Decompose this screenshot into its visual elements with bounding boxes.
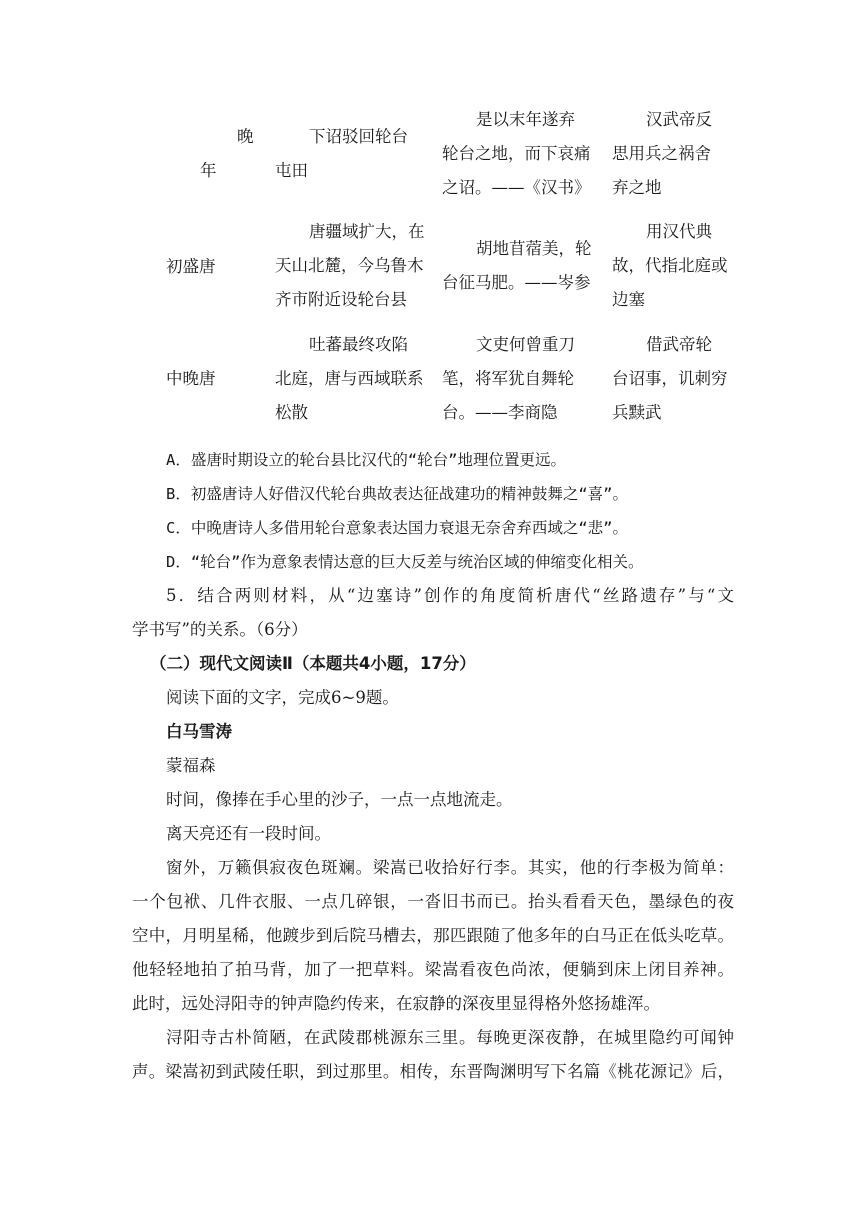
table-cell-line: 弃之地 bbox=[612, 178, 662, 197]
question-5 bbox=[132, 579, 734, 647]
table-cell-line: 吐蕃最终攻陷 bbox=[309, 335, 408, 354]
table-row-1-meaning bbox=[612, 103, 742, 205]
story-paragraph-1: 时间，像捧在手心里的沙子，一点一点地流走。 bbox=[166, 790, 513, 809]
table-cell-line: 台。——李商隐 bbox=[442, 403, 558, 422]
table-cell-line: 屯田 bbox=[275, 161, 308, 180]
table-cell-line: 下诏驳回轮台 bbox=[309, 127, 408, 146]
story-author: 蒙福森 bbox=[166, 756, 216, 775]
table-cell-line: 初盛唐 bbox=[166, 257, 216, 276]
table-cell-line: 北庭，唐与西域联系 bbox=[275, 369, 424, 388]
table-cell-line: 汉武帝反 bbox=[646, 110, 712, 129]
table-cell-line: 边塞 bbox=[612, 290, 645, 309]
table-cell-line: 之诏。——《汉书》 bbox=[442, 178, 591, 197]
table-cell-line: 故，代指北庭或 bbox=[612, 256, 728, 275]
table-cell-line: 台征马肥。——岑参 bbox=[442, 273, 591, 292]
question-5-line-2: 学书写”的关系。（6分） bbox=[132, 620, 308, 639]
story-paragraph-3 bbox=[132, 851, 734, 1021]
table-row-1-period bbox=[200, 120, 270, 188]
table-cell-line: 轮台之地，而下哀痛 bbox=[442, 144, 591, 163]
table-cell-line: 天山北麓，今乌鲁木 bbox=[275, 256, 424, 275]
table-row-3-event bbox=[275, 328, 435, 430]
table-cell-line: 唐疆域扩大，在 bbox=[309, 222, 425, 241]
table-row-3-poem bbox=[442, 328, 602, 430]
paragraph-line: 空中，月明星稀，他踱步到后院马槽去，那匹跟随了他多年的白马正在低头吃草。 bbox=[132, 926, 734, 945]
table-row-3-period bbox=[166, 362, 256, 396]
story-paragraph-4 bbox=[132, 1021, 734, 1089]
paragraph-line: 窗外，万籁俱寂夜色斑斓。梁嵩已收拾好行李。其实，他的行李极为简单： bbox=[166, 858, 734, 877]
table-row-2-meaning bbox=[612, 215, 742, 317]
table-cell-line: 台诏事，讥刺穷 bbox=[612, 369, 728, 388]
paragraph-line: 浔阳寺古朴简陋，在武陵郡桃源东三里。每晚更深夜静，在城里隐约可闻钟 bbox=[166, 1028, 734, 1047]
table-cell-line: 借武帝轮 bbox=[646, 335, 712, 354]
section-heading: （二）现代文阅读Ⅱ（本题共4小题，17分） bbox=[150, 654, 476, 673]
table-cell-line: 兵黩武 bbox=[612, 403, 662, 422]
table-cell-line: 胡地苜蓿美，轮 bbox=[476, 239, 592, 258]
table-cell-line: 年 bbox=[200, 161, 217, 180]
table-row-2-poem bbox=[442, 232, 602, 300]
table-cell-line: 文吏何曾重刀 bbox=[476, 335, 575, 354]
table-row-1-event bbox=[275, 120, 425, 188]
table-cell-line: 笔，将军犹自舞轮 bbox=[442, 369, 574, 388]
table-cell-line: 思用兵之祸舍 bbox=[612, 144, 711, 163]
paragraph-line: 他轻轻地拍了拍马背，加了一把草料。梁嵩看夜色尚浓，便躺到床上闭目养神。 bbox=[132, 960, 734, 979]
table-cell-line: 是以末年遂弃 bbox=[476, 110, 575, 129]
instruction: 阅读下面的文字，完成6~9题。 bbox=[166, 688, 399, 707]
paragraph-line: 声。梁嵩初到武陵任职，到过那里。相传，东晋陶渊明写下名篇《桃花源记》后， bbox=[132, 1062, 734, 1081]
story-title: 白马雪涛 bbox=[166, 722, 232, 741]
option-d: D．“轮台”作为意象表情达意的巨大反差与统治区域的伸缩变化相关。 bbox=[166, 553, 644, 571]
table-row-3-meaning bbox=[612, 328, 742, 430]
table-cell-line: 齐市附近设轮台县 bbox=[275, 290, 407, 309]
option-b: B．初盛唐诗人好借汉代轮台典故表达征战建功的精神鼓舞之“喜”。 bbox=[166, 485, 628, 503]
table-row-2-period bbox=[166, 250, 256, 284]
table-cell-line: 用汉代典 bbox=[646, 222, 712, 241]
table-row-1-poem bbox=[442, 103, 602, 205]
table-cell-line: 中晚唐 bbox=[166, 369, 216, 388]
option-c: C．中晚唐诗人多借用轮台意象表达国力衰退无奈舍弃西域之“悲”。 bbox=[166, 519, 628, 537]
question-5-line-1: 5．结合两则材料，从“边塞诗”创作的角度简析唐代“丝路遗存”与“文 bbox=[166, 586, 734, 605]
table-row-2-event bbox=[275, 215, 435, 317]
story-paragraph-2: 离天亮还有一段时间。 bbox=[166, 824, 331, 843]
paragraph-line: 此时，远处浔阳寺的钟声隐约传来，在寂静的深夜里显得格外悠扬雄浑。 bbox=[132, 994, 660, 1013]
option-a: A．盛唐时期设立的轮台县比汉代的“轮台”地理位置更远。 bbox=[166, 451, 566, 469]
paragraph-line: 一个包袱、几件衣服、一点几碎银，一沓旧书而已。抬头看看天色，墨绿色的夜 bbox=[132, 892, 734, 911]
table-cell-line: 松散 bbox=[275, 403, 308, 422]
table-cell-line: 晚 bbox=[237, 127, 254, 146]
